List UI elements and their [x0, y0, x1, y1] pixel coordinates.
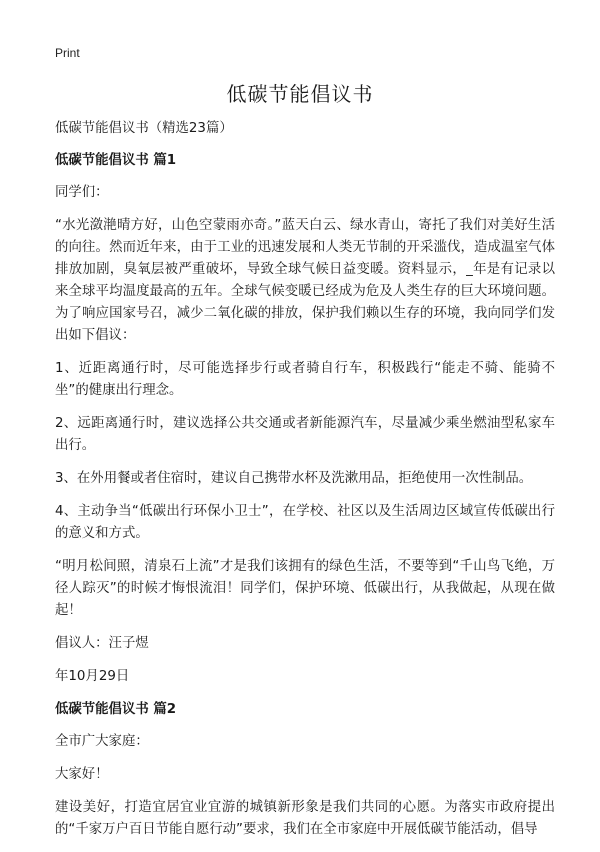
page-title: 低碳节能倡议书 — [226, 82, 374, 106]
paragraph: 建设美好，打造宜居宜业宜游的城镇新形象是我们共同的心愿。为落实市政府提出的“千家万户百日节能自愿行动”要求，我们在全市家庭中开展低碳节能活动，倡导 — [55, 800, 555, 837]
paragraph: 2、远距离通行时，建议选择公共交通或者新能源汽车，尽量减少乘坐燃油型私家车出行。 — [55, 416, 555, 453]
document-body — [55, 118, 555, 852]
paragraph: 同学们： — [55, 185, 109, 200]
paragraph: 4、主动争当“低碳出行环保小卫士”，在学校、社区以及生活周边区域宣传低碳出行的意义和方式。 — [55, 504, 555, 541]
section-heading: 低碳节能倡议书 篇2 — [55, 702, 177, 717]
document-subtitle: 低碳节能倡议书（精选23篇） — [55, 121, 233, 136]
paragraph: 全市广大家庭： — [55, 734, 149, 749]
paragraph: “水光潋滟晴方好，山色空蒙雨亦奇。”蓝天白云、绿水青山，寄托了我们对美好生活的向往。然而近年来，由于工业的迅速发展和人类无节制的开采滥伐，造成温室气体排放加剧，臭氧层被严重破坏，导致全球气候日益变暖。资料显示，_年是有记录以来全球平均温度最高的五年。全球气候变暖已经成为危及人类生存的巨大环境问题。为了响应国家号召，减少二氧化碳的排放，保护我们赖以生存的环境，我向同学们发出如下倡议： — [55, 218, 555, 343]
paragraph: 1、近距离通行时，尽可能选择步行或者骑自行车，积极践行“能走不骑、能骑不坐”的健康出行理念。 — [55, 361, 555, 398]
print-link[interactable]: Print — [55, 46, 80, 60]
date-line: 年10月29日 — [55, 669, 130, 684]
paragraph: “明月松间照，清泉石上流”才是我们该拥有的绿色生活，不要等到“千山鸟飞绝，万径人踪灭”的时候才悔恨流泪！同学们，保护环境、低碳出行，从我做起，从现在做起！ — [55, 559, 555, 618]
section-heading: 低碳节能倡议书 篇1 — [55, 153, 177, 168]
paragraph: 大家好！ — [55, 767, 109, 782]
paragraph: 3、在外用餐或者住宿时，建议自己携带水杯及洗漱用品，拒绝使用一次性制品。 — [55, 471, 533, 486]
signature-line: 倡议人：汪子煜 — [55, 636, 149, 651]
